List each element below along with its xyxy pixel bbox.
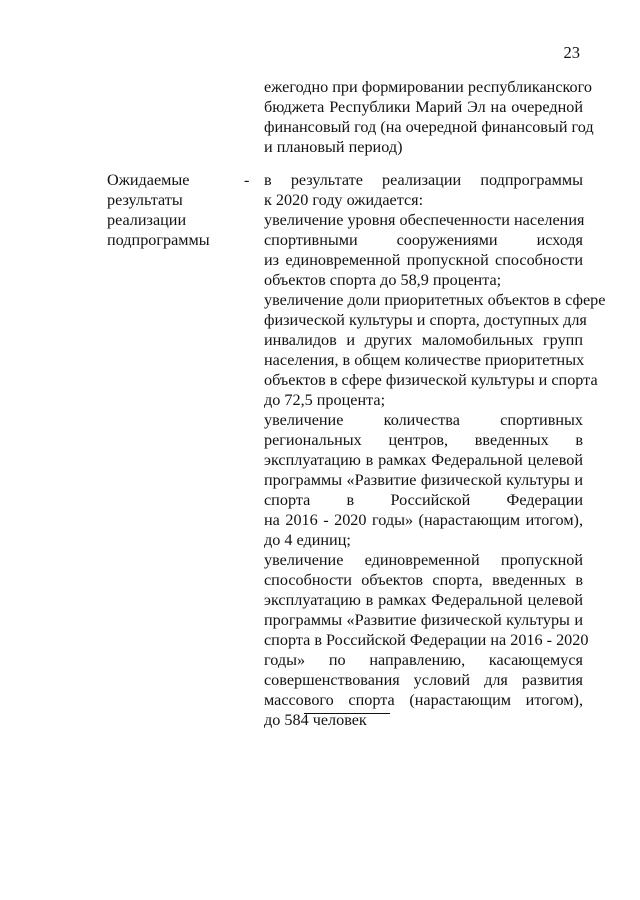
result-line: эксплуатацию в рамках Федеральной целевой [264,591,583,609]
label-line: Ожидаемые [107,171,190,189]
result-line: спорта в Российской Федерации [264,491,583,509]
label-line: подпрограммы [107,231,210,249]
label-line: реализации [107,211,187,229]
result-line: региональных центров, введенных в [264,431,583,449]
result-line: увеличение доли приоритетных объектов в сфере [264,291,606,309]
result-line: объектов спорта до 58,9 процента; [264,271,502,289]
result-line: инвалидов и других маломобильных групп [264,331,583,349]
result-line: увеличение уровня обеспеченности населения [264,211,585,229]
result-line: совершенствования условий для развития [264,671,583,689]
result-line: до 4 единиц; [264,531,351,549]
result-line: эксплуатацию в рамках Федеральной целевой [264,451,583,469]
result-line: программы «Развитие физической культуры и [264,471,583,489]
top-paragraph [264,77,594,157]
result-line: к 2020 году ожидается: [264,191,424,209]
result-line: на 2016 - 2020 годы» (нарастающим итогом), [264,511,583,529]
page-number: 23 [563,43,580,62]
result-line: из единовременной пропускной способности [264,251,583,269]
result-line: до 72,5 процента; [264,391,386,409]
result-line: способности объектов спорта, введенных в [264,571,583,589]
result-line: в результате реализации подпрограммы [264,171,583,189]
text-line: финансовый год (на очередной финансовый год [264,118,594,136]
text-line: бюджета Республики Марий Эл на очередной [264,98,583,116]
results-paragraph [264,170,606,730]
row-label [107,170,227,250]
label-line: результаты [107,191,183,209]
end-rule [304,713,390,714]
result-line: годы» по направлению, касающемуся [264,651,583,669]
result-line: программы «Развитие физической культуры и [264,611,583,629]
result-line: массового спорта (нарастающим итогом), [264,691,583,709]
result-line: физической культуры и спорта, доступных для [264,311,587,329]
result-line: увеличение количества спортивных [264,411,583,429]
text-line: и плановый период) [264,138,403,156]
result-line: спорта в Российской Федерации на 2016 - 2020 [264,631,589,649]
text-line: ежегодно при формировании республиканского [264,78,592,96]
result-line: населения, в общем количестве приоритетных [264,351,585,369]
result-line: увеличение единовременной пропускной [264,551,583,569]
result-line: спортивными сооружениями исходя [264,231,583,249]
result-line: объектов в сфере физической культуры и спорта [264,371,598,389]
dash-separator: - [244,171,250,189]
result-line: до 584 человек [264,711,367,729]
